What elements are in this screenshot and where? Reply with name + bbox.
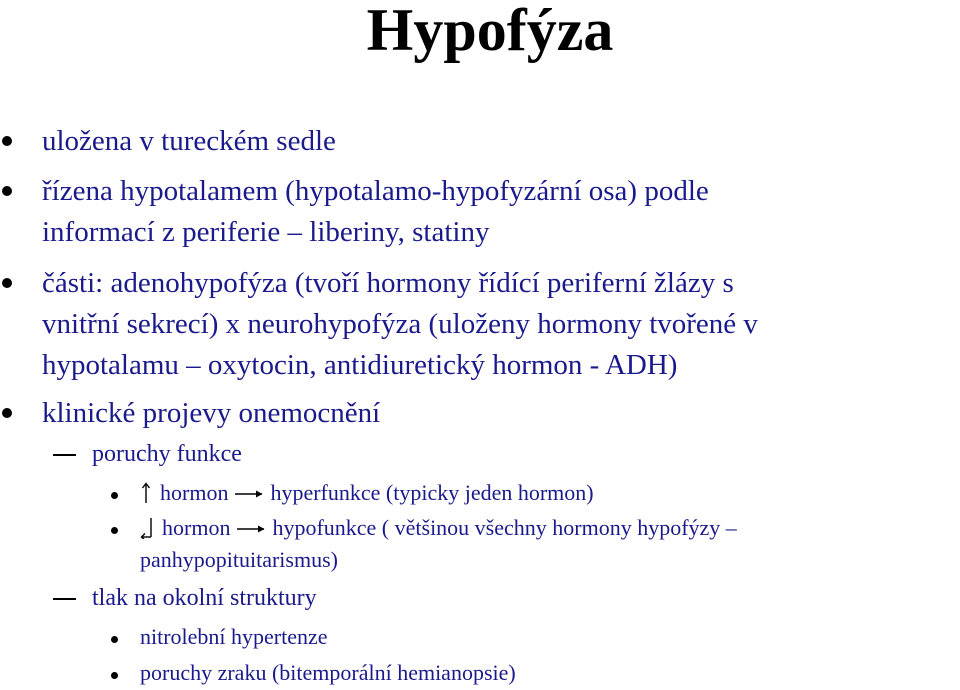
bullet-dot-icon	[2, 136, 12, 146]
hormon-label: hormon	[160, 480, 229, 505]
down-arrow-icon	[140, 517, 154, 539]
sub-sub-item-text: nitrolební hypertenze	[140, 624, 328, 649]
sub-item-text: poruchy funkce	[92, 441, 242, 467]
bullet-text: řízena hypotalamem (hypotalamo-hypofyzární osa) podle	[42, 175, 709, 207]
bullet-text: části: adenohypofýza (tvoří hormony řídící periferní žlázy s	[42, 267, 734, 299]
bullet-dot-icon	[111, 527, 118, 534]
sub-sub-item-text	[140, 512, 737, 544]
sub-sub-item-text	[140, 477, 594, 509]
hyperfunction-text: hyperfunkce (typicky jeden hormon)	[270, 480, 594, 505]
dash-icon	[53, 454, 76, 456]
sub-sub-item-text: poruchy zraku (bitemporální hemianopsie)	[140, 660, 516, 685]
hormon-label: hormon	[162, 515, 231, 540]
up-arrow-icon	[140, 482, 152, 504]
bullet-text: uložena v tureckém sedle	[42, 125, 336, 157]
bullet-text: hypotalamu – oxytocin, antidiuretický hormon - ADH)	[42, 349, 678, 381]
bullet-dot-icon	[111, 492, 118, 499]
sub-sub-item-text: panhypopituitarismus)	[140, 547, 338, 572]
right-arrow-icon	[234, 487, 264, 501]
bullet-dot-icon	[2, 186, 12, 196]
slide-title: Hypofýza	[366, 0, 614, 63]
bullet-text: vnitřní sekrecí) x neurohypofýza (uloženy hormony tvořené v	[42, 308, 758, 340]
bullet-text: klinické projevy onemocnění	[42, 397, 381, 429]
bullet-dot-icon	[2, 278, 12, 288]
dash-icon	[53, 598, 76, 600]
right-arrow-icon	[236, 522, 266, 536]
bullet-dot-icon	[111, 636, 118, 643]
bullet-text: informací z periferie – liberiny, statiny	[42, 216, 490, 248]
bullet-dot-icon	[2, 408, 12, 418]
sub-item-text: tlak na okolní struktury	[92, 585, 317, 611]
hypofunction-text: hypofunkce ( většinou všechny hormony hypofýzy –	[272, 515, 737, 540]
bullet-dot-icon	[111, 672, 118, 679]
